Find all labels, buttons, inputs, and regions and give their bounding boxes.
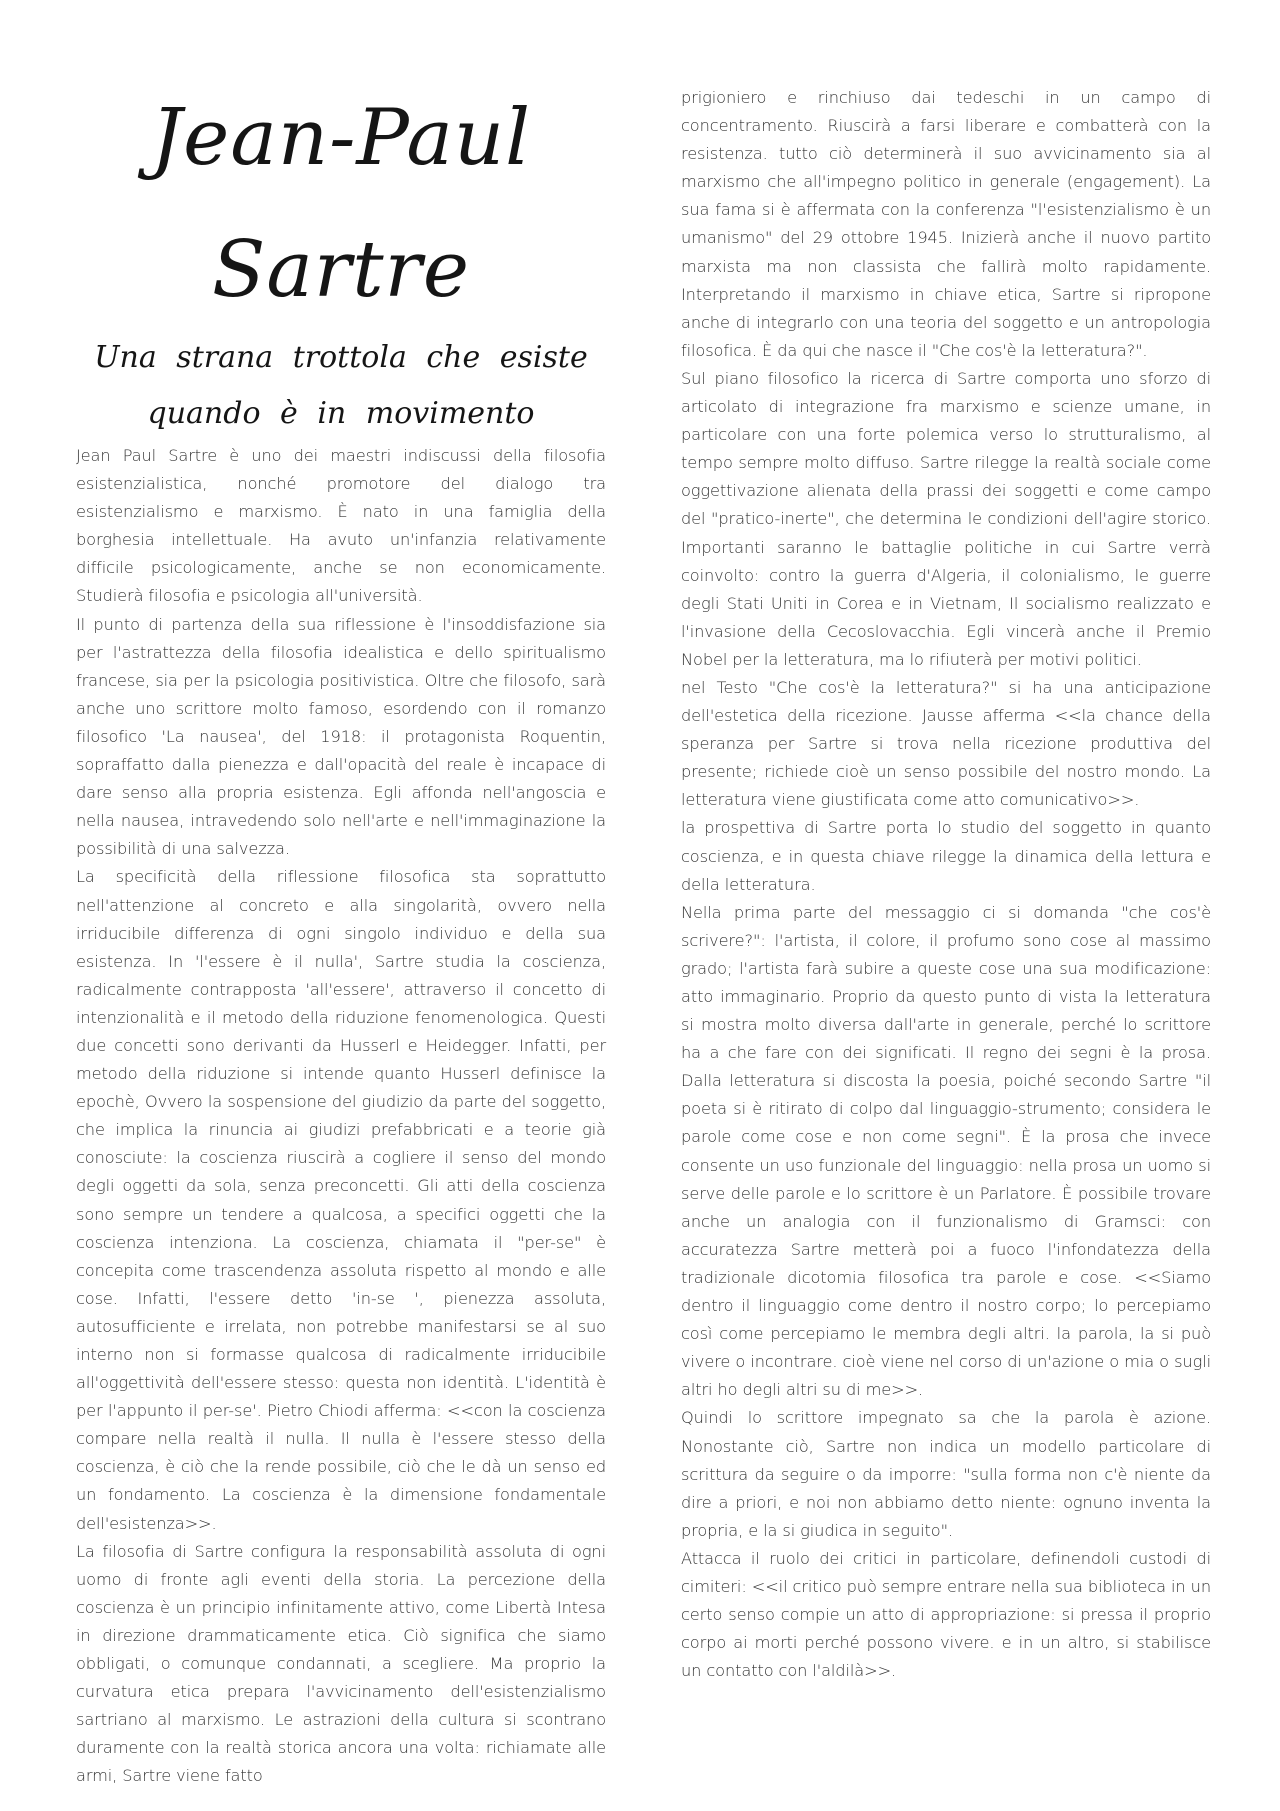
paragraph: Quindi lo scrittore impegnato sa che la parola è azione. Nonostante ciò, Sartre non indica un modello particolare di scrittura da seguire o da imporre: "sulla forma non c'è niente da dire a priori, e noi non abbiamo detto niente: ognuno inventa la propria, e la si giudica in seguito". <box>681 1408 1211 1540</box>
paragraph: Il punto di partenza della sua riflessione è l'insoddisfazione sia per l'astrattezza della filosofia idealistica e dello spiritualismo francese, sia per la psicologia positivistica. Oltre che filosofo, sarà anche uno scrittore molto famoso, esordendo con il romanzo filosofico 'La nausea', del 1918: il protagonista Roquentin, sopraffatto dalla pienezza e dall'opacità del reale è incapace di dare senso alla propria esistenza. Egli affonda nell'angoscia e nella nausea, intravedendo solo nell'arte e nell'immaginazione la possibilità di una salvezza. <box>76 614 606 859</box>
subtitle: Una strana trottola che esiste quando è in movimento <box>94 340 588 431</box>
paragraph: La filosofia di Sartre configura la responsabilità assoluta di ogni uomo di fronte agli eventi della storia. La percezione della coscienza è un principio infinitamente attivo, come Libertà Intesa in direzione drammaticamente etica. Ciò significa che siamo obbligati, o comunque condannati, a scegliere. Ma proprio la curvatura etica prepara l'avvicinamento dell'esistenzialismo sartriano al marxismo. Le astrazioni della cultura si scontrano duramente con la realtà storica ancora una volta: richiamate alle armi, Sartre viene fatto <box>76 1541 606 1786</box>
paragraph: prigioniero e rinchiuso dai tedeschi in un campo di concentramento. Riuscirà a farsi liberare e combatterà con la resistenza. tutto ciò determinerà il suo avvicinamento sia al marxismo che all'impegno politico in generale (engagement). La sua fama si è affermata con la conferenza "l'esistenzialismo è un umanismo" del 29 ottobre 1945. Inizierà anche il nuovo partito marxista ma non classista che fallirà molto rapidamente. Interpretando il marxismo in chiave etica, Sartre si ripropone anche di integrarlo con una teoria del soggetto e un antropologia filosofica. È da qui che nasce il "Che cos'è la letteratura?". <box>681 88 1211 360</box>
left-column <box>76 442 606 1791</box>
right-column <box>681 84 1211 1685</box>
paragraph: Nella prima parte del messaggio ci si domanda "che cos'è scrivere?": l'artista, il colore, il profumo sono cose al massimo grado; l'artista farà subire a queste cose una sua modificazione: atto immaginario. Proprio da questo punto di vista la letteratura si mostra molto diversa dall'arte in generale, perché lo scrittore ha a che fare con dei significati. Il regno dei segni è la prosa. Dalla letteratura si discosta la poesia, poiché secondo Sartre "il poeta si è ritirato di colpo dal linguaggio-strumento; considera le parole come cose e non come segni". È la prosa che invece consente un uso funzionale del linguaggio: nella prosa un uomo si serve delle parole e lo scrittore è un Parlatore. È possibile trovare anche un analogia con il funzionalismo di Gramsci: con accuratezza Sartre metterà poi a fuoco l'infondatezza della tradizionale dicotomia filosofica tra parole e cose. <<Siamo dentro il linguaggio come dentro il nostro corpo; lo percepiamo così come percepiamo le membra degli altri. la parola, la si può vivere o incontrare. cioè viene nel corso di un'azione o mia o sugli altri ho degli altri su di me>>. <box>681 902 1211 1400</box>
paragraph: Attacca il ruolo dei critici in particolare, definendoli custodi di cimiteri: <<il critico può sempre entrare nella sua biblioteca in un certo senso compie un atto di appropriazione: si pressa il proprio corpo ai morti perché possono vivere. e in un altro, si stabilisce un contatto con l'aldilà>>. <box>681 1548 1211 1681</box>
paragraph: la prospettiva di Sartre porta lo studio del soggetto in quanto coscienza, e in questa chiave rilegge la dinamica della lettura e della letteratura. <box>681 818 1211 894</box>
paragraph: Jean Paul Sartre è uno dei maestri indiscussi della filosofia esistenzialistica, nonché promotore del dialogo tra esistenzialismo e marxismo. È nato in una famiglia della borghesia intellettuale. Ha avuto un'infanzia relativamente difficile psicologicamente, anche se non economicamente. Studierà filosofia e psicologia all'università. <box>76 446 606 606</box>
paragraph: Sul piano filosofico la ricerca di Sartre comporta uno sforzo di articolato di integrazione fra marxismo e scienze umane, in particolare con una forte polemica verso lo strutturalismo, al tempo sempre molto diffuso. Sartre rilegge la realtà sociale come oggettivazione alienata della prassi dei soggetti e come campo del "pratico-inerte", che determina le condizioni dell'agire storico. Importanti saranno le battaglie politiche in cui Sartre verrà coinvolto: contro la guerra d'Algeria, il colonialismo, le guerre degli Stati Uniti in Corea e in Vietnam, Il socialismo realizzato e l'invasione della Cecoslovacchia. Egli vincerà anche il Premio Nobel per la letteratura, ma lo rifiuterà per motivi politici. <box>681 368 1211 669</box>
title-line-2: Sartre <box>211 225 470 315</box>
title-line-1: Jean-Paul <box>150 93 532 183</box>
paragraph: La specificità della riflessione filosofica sta soprattutto nell'attenzione al concreto e alla singolarità, ovvero nella irriducibile differenza di ogni singolo individuo e della sua esistenza. In 'l'essere è il nulla', Sartre studia la coscienza, radicalmente contrapposta 'all'essere', attraverso il concetto di intenzionalità e il metodo della riduzione fenomenologica. Questi due concetti sono derivanti da Husserl e Heidegger. Infatti, per metodo della riduzione si intende quanto Husserl definisce la epochè, Ovvero la sospensione del giudizio da parte del soggetto, che implica la rinuncia ai giudizi prefabbricati e a teorie già conosciute: la coscienza riuscirà a cogliere il senso del mondo degli oggetti da sola, senza preconcetti. Gli atti della coscienza sono sempre un tendere a qualcosa, a specifici oggetti che la coscienza intenziona. La coscienza, chiamata il "per-se" è concepita come trascendenza assoluta rispetto al mondo e alle cose. Infatti, l'essere detto 'in-se ', pienezza assoluta, autosufficiente e irrelata, non potrebbe manifestarsi se al suo interno non si formasse qualcosa di radicalmente irriducibile all'oggettività dell'essere stesso: questa non identità. L'identità è per l'appunto il per-se'. Pietro Chiodi afferma: <<con la coscienza compare nella realtà il nulla. Il nulla è l'essere stesso della coscienza, è ciò che la rende possibile, ciò che le dà un senso ed un fondamento. La coscienza è la dimensione fondamentale dell'esistenza>>. <box>76 867 606 1533</box>
paragraph: nel Testo "Che cos'è la letteratura?" si ha una anticipazione dell'estetica della ricezione. Jausse afferma <<la chance della speranza per Sartre si trova nella ricezione produttiva del presente; richiede cioè un senso possibile del nostro mondo. La letteratura viene giustificata come atto comunicativo>>. <box>681 677 1211 810</box>
